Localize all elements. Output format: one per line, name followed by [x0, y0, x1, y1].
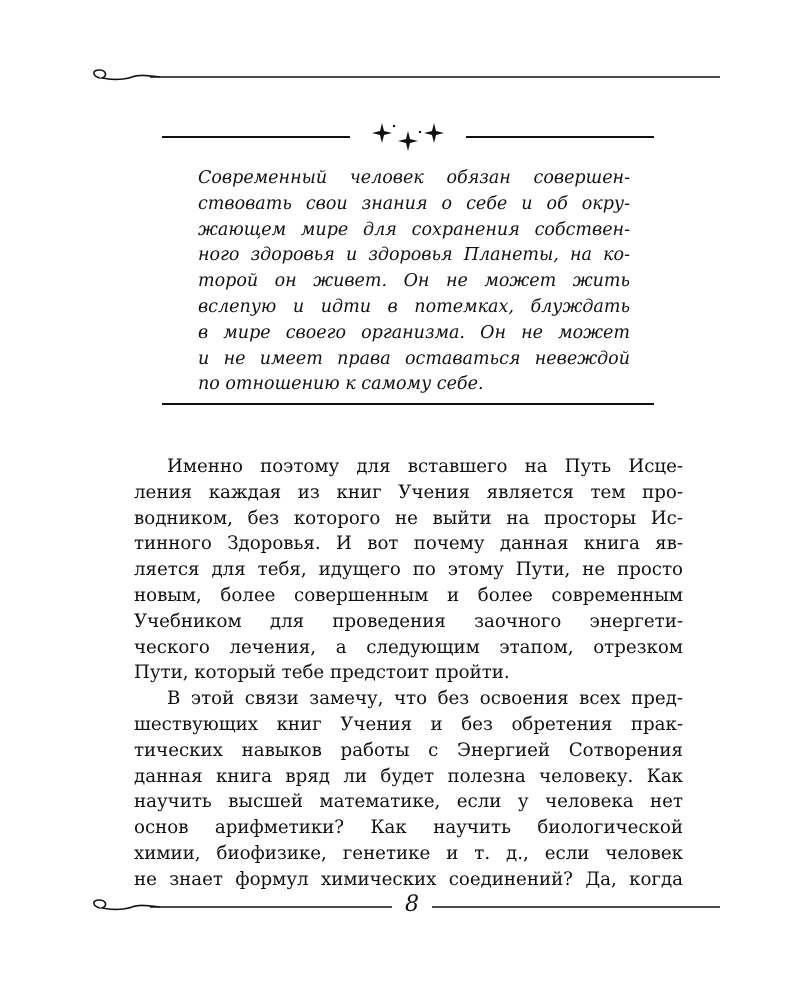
body-text [134, 454, 683, 893]
epigraph-top-rule [162, 118, 654, 156]
body-line: ческого лечения, а следующим этапом, отрезком [134, 636, 683, 658]
body-line: шествующих книг Учения и без обретения прак- [134, 713, 683, 735]
epigraph-line: ствовать свои знания о себе и об окру- [198, 193, 630, 214]
epigraph-line: Современный человек обязан совершен- [198, 168, 630, 188]
body-line: водником, без которого не выйти на просторы Ис- [134, 507, 683, 529]
body-line: научить высшей математике, если у человека нет [134, 791, 683, 813]
body-line: Пути, который тебе предстоит пройти. [134, 662, 510, 684]
epigraph-text [198, 166, 630, 398]
epigraph-line: жающем мире для сохранения собствен- [198, 219, 630, 240]
page-number: 8 [392, 892, 432, 918]
swirl-rule-icon [0, 64, 800, 88]
header-ornament [0, 64, 800, 88]
body-line: Учебником для проведения заочного энергети- [134, 610, 683, 632]
epigraph-line: в мире своего организма. Он не может [198, 322, 630, 343]
epigraph-line: вслепую и идти в потемках, блуждать [198, 296, 630, 317]
epigraph-line: торой он живет. Он не может жить [198, 271, 630, 292]
body-line: химии, биофизике, генетике и т. д., если человек [134, 842, 683, 864]
body-line: ления каждая из книг Учения является тем про- [134, 481, 683, 503]
body-line: основ арифметики? Как научить биологической [134, 817, 683, 839]
body-line: тических навыков работы с Энергией Сотворения [134, 739, 683, 761]
body-line: В этой связи замечу, что без освоения всех пред- [167, 688, 683, 710]
epigraph-line: по отношению к самому себе. [198, 374, 484, 395]
body-line: Именно поэтому для вставшего на Путь Исце- [167, 456, 683, 477]
epigraph-bottom-rule [162, 403, 654, 405]
body-line: новым, более совершенным и более современным [134, 584, 683, 606]
epigraph-line: ного здоровья и здоровья Планеты, на ко- [198, 245, 630, 266]
sparkle-stars-icon [372, 123, 444, 151]
body-line: данная книга вряд ли будет полезна человеку. Как [134, 765, 683, 787]
epigraph-line: и не имеет права оставаться невеждой [198, 348, 630, 369]
body-line: ляется для тебя, идущего по этому Пути, не просто [134, 559, 683, 581]
body-line: не знает формул химических соединений? Да, когда [134, 868, 683, 890]
body-line: тинного Здоровья. И вот почему данная книга яв- [134, 533, 683, 555]
